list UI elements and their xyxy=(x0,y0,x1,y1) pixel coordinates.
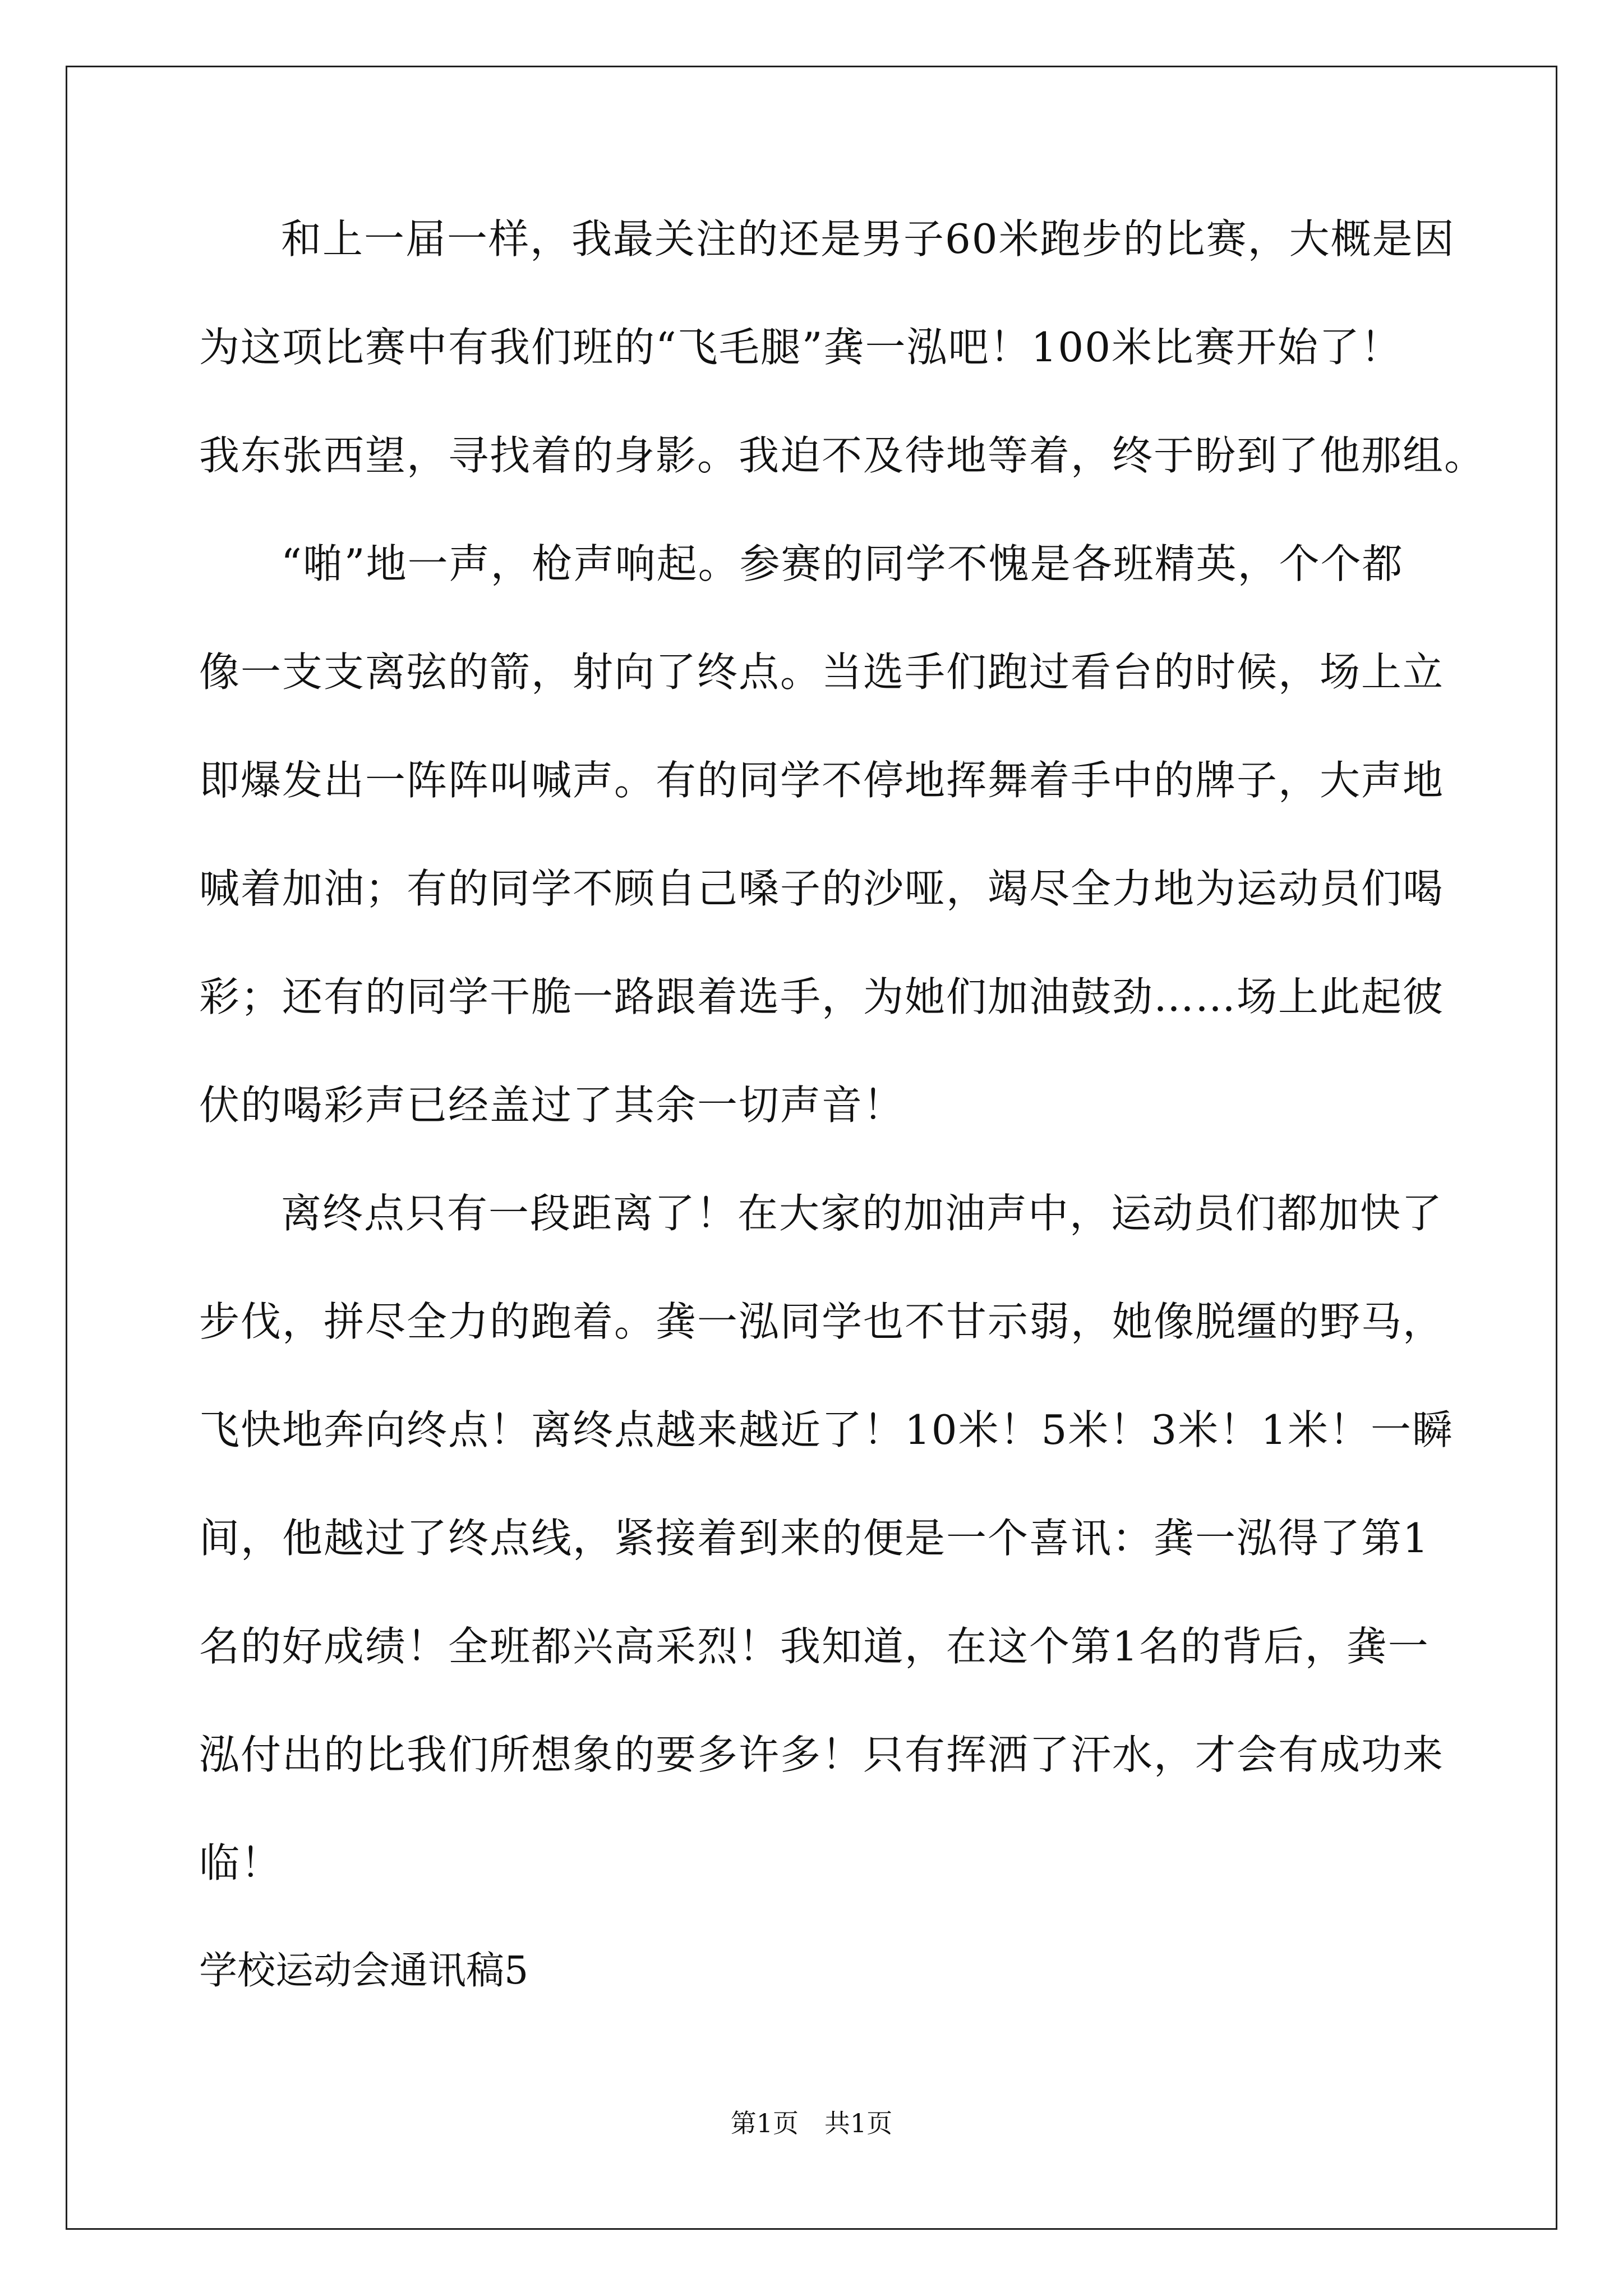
paragraph-line: 离终点只有一段距离了！在大家的加油声中，运动员们都加快了 xyxy=(281,1190,1444,1237)
paragraph-line: 我东张西望，寻找着的身影。我迫不及待地等着，终于盼到了他那组。 xyxy=(199,432,1486,479)
paragraph-line: 步伐，拼尽全力的跑着。龚一泓同学也不甘示弱，她像脱缰的野马， xyxy=(199,1298,1445,1345)
paragraph-line: 像一支支离弦的箭，射向了终点。当选手们跑过看台的时候，场上立 xyxy=(199,648,1445,696)
paragraph-line: 泓付出的比我们所想象的要多许多！只有挥洒了汗水，才会有成功来 xyxy=(199,1731,1445,1778)
paragraph-line: 间，他越过了终点线，紧接着到来的便是一个喜讯：龚一泓得了第1 xyxy=(199,1515,1430,1562)
paragraph-line: 名的好成绩！全班都兴高采烈！我知道，在这个第1名的背后，龚一 xyxy=(199,1623,1430,1670)
paragraph-line: 喊着加油；有的同学不顾自己嗓子的沙哑，竭尽全力地为运动员们喝 xyxy=(199,865,1445,912)
paragraph-line: 伏的喝彩声已经盖过了其余一切声音！ xyxy=(199,1082,905,1129)
paragraph-line: 为这项比赛中有我们班的“飞毛腿”龚一泓吧！100米比赛开始了！ xyxy=(199,324,1403,371)
document-body xyxy=(199,215,1486,2046)
paragraph-line: 飞快地奔向终点！离终点越来越近了！10米！5米！3米！1米！一瞬 xyxy=(199,1406,1454,1453)
page-footer: 第1页 共1页 xyxy=(730,2108,893,2138)
section-heading: 学校运动会通讯稿5 xyxy=(199,1949,529,1993)
paragraph-3 xyxy=(199,1190,1454,1951)
paragraph-1 xyxy=(199,215,1486,544)
paragraph-line: 临！ xyxy=(199,1839,283,1887)
paragraph-line: 和上一届一样，我最关注的还是男子60米跑步的比赛，大概是因 xyxy=(281,215,1455,263)
paragraph-2 xyxy=(199,540,1445,1193)
paragraph-line: 即爆发出一阵阵叫喊声。有的同学不停地挥舞着手中的牌子，大声地 xyxy=(199,757,1445,804)
paragraph-line: 彩；还有的同学干脆一路跟着选手，为她们加油鼓劲……场上此起彼 xyxy=(199,973,1445,1020)
paragraph-line: “啪”地一声，枪声响起。参赛的同学不愧是各班精英，个个都 xyxy=(281,540,1404,587)
